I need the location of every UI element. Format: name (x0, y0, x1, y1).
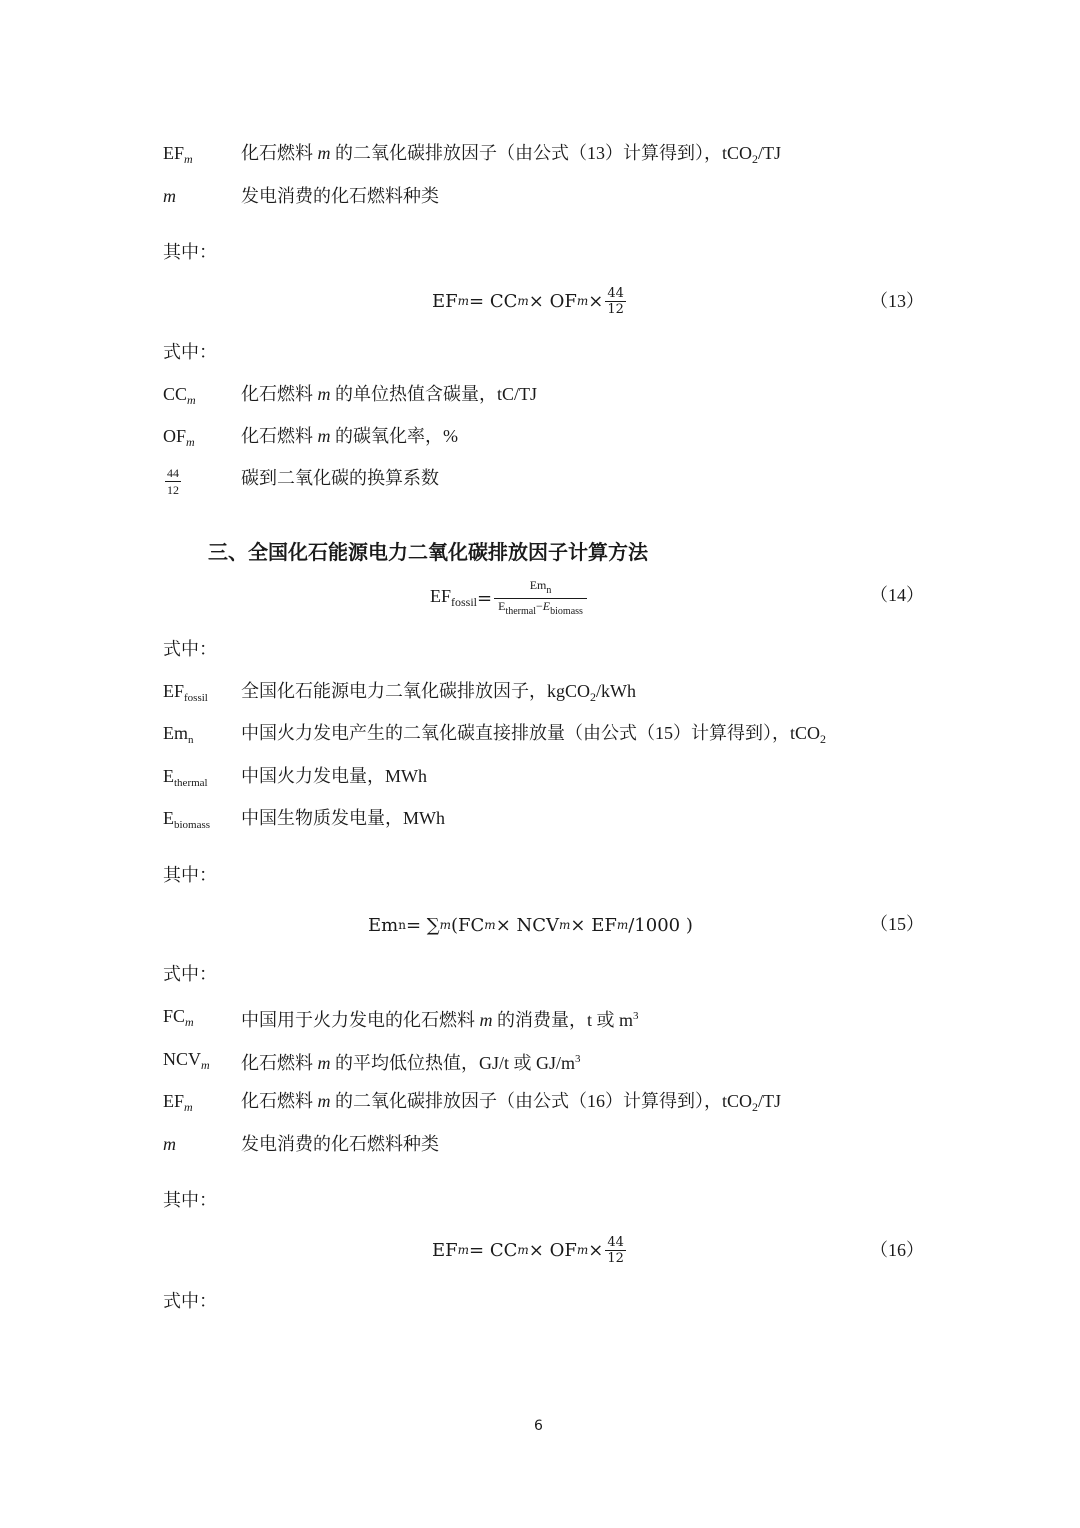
shizhong-label-3: 式中： (163, 964, 217, 984)
def-desc-fraction: 碳到二氧化碳的换算系数 (241, 468, 439, 488)
def-symbol-ebiomass: $E_{biomass}$ (163, 808, 211, 831)
def-desc-ethermal: 中国火力发电量，MWh (241, 766, 427, 786)
def-desc-efm-2: 化石燃料 m 的二氧化碳排放因子（由公式（16）计算得到），tCO$_2$/TJ (241, 1091, 782, 1114)
def-desc-emn: 中国火力发电产生的二氧化碳直接排放量（由公式（15）计算得到），tCO$_2$ (241, 723, 827, 746)
def-symbol-fcm: $FC_m$ (163, 1006, 194, 1029)
def-desc-m-2: 发电消费的化石燃料种类 (241, 1134, 439, 1154)
equation-number-14: （14） (870, 585, 924, 605)
def-symbol-fraction: $\frac{44}{12}$ (167, 466, 179, 497)
def-desc-m: 发电消费的化石燃料种类 (241, 186, 439, 206)
equation-number-15: （15） (870, 914, 924, 934)
qizhong-label: 其中： (163, 242, 217, 262)
def-symbol-emn: $Em_n$ (163, 723, 194, 746)
equation-16: EF m = CC m × OF m × $\frac{44}{12}$ (432, 1234, 624, 1266)
shizhong-label-4: 式中： (163, 1291, 217, 1311)
equation-number-16: （16） (870, 1240, 924, 1260)
def-desc-ofm: 化石燃料 m 的碳氧化率，% (241, 426, 458, 446)
def-symbol-efm-2: $EF_m$ (163, 1091, 193, 1114)
equation-number-13: （13） (870, 291, 924, 311)
def-symbol-ethermal: $E_{thermal}$ (163, 766, 208, 789)
def-symbol-m: m (163, 186, 176, 206)
page-number: 6 (534, 1418, 543, 1434)
qizhong-label-2: 其中： (163, 865, 217, 885)
equation-15: Em n = ∑ m (FC m × NCV m × EF m /1000 ) (368, 914, 693, 936)
def-desc-fcm: 中国用于火力发电的化石燃料 m 的消费量，t 或 $m^3$ (241, 1010, 639, 1030)
def-symbol-effossil: $EF_{fossil}$ (163, 681, 208, 704)
def-symbol-m-2: m (163, 1134, 176, 1154)
def-desc-effossil: 全国化石能源电力二氧化碳排放因子，kgCO$_2$/kWh (241, 681, 637, 704)
def-desc-ebiomass: 中国生物质发电量，MWh (241, 808, 445, 828)
equation-13: EF m = CC m × OF m × $\frac{44}{12}$ (432, 285, 624, 317)
def-symbol-ncvm: $NCV_m$ (163, 1049, 210, 1072)
qizhong-label-3: 其中： (163, 1190, 217, 1210)
shizhong-label-2: 式中： (163, 639, 217, 659)
equation-14: $EF_{fossil}$ = $\frac{Em_n}{E_{thermal}-E_{biomass}}$ (430, 578, 589, 618)
def-desc-efm: 化石燃料 m 的二氧化碳排放因子（由公式（13）计算得到），tCO$_2$/TJ (241, 143, 782, 166)
def-desc-ncvm: 化石燃料 m 的平均低位热值，GJ/t 或 $GJ/m^3$ (241, 1053, 581, 1073)
def-desc-ccm: 化石燃料 m 的单位热值含碳量，tC/TJ (241, 384, 538, 404)
def-symbol-ofm: $OF_m$ (163, 426, 195, 449)
section-heading: 三、全国化石能源电力二氧化碳排放因子计算方法 (208, 540, 648, 564)
shizhong-label: 式中： (163, 342, 217, 362)
def-symbol-efm: $EF_m$ (163, 143, 193, 166)
def-symbol-ccm: $CC_m$ (163, 384, 196, 407)
